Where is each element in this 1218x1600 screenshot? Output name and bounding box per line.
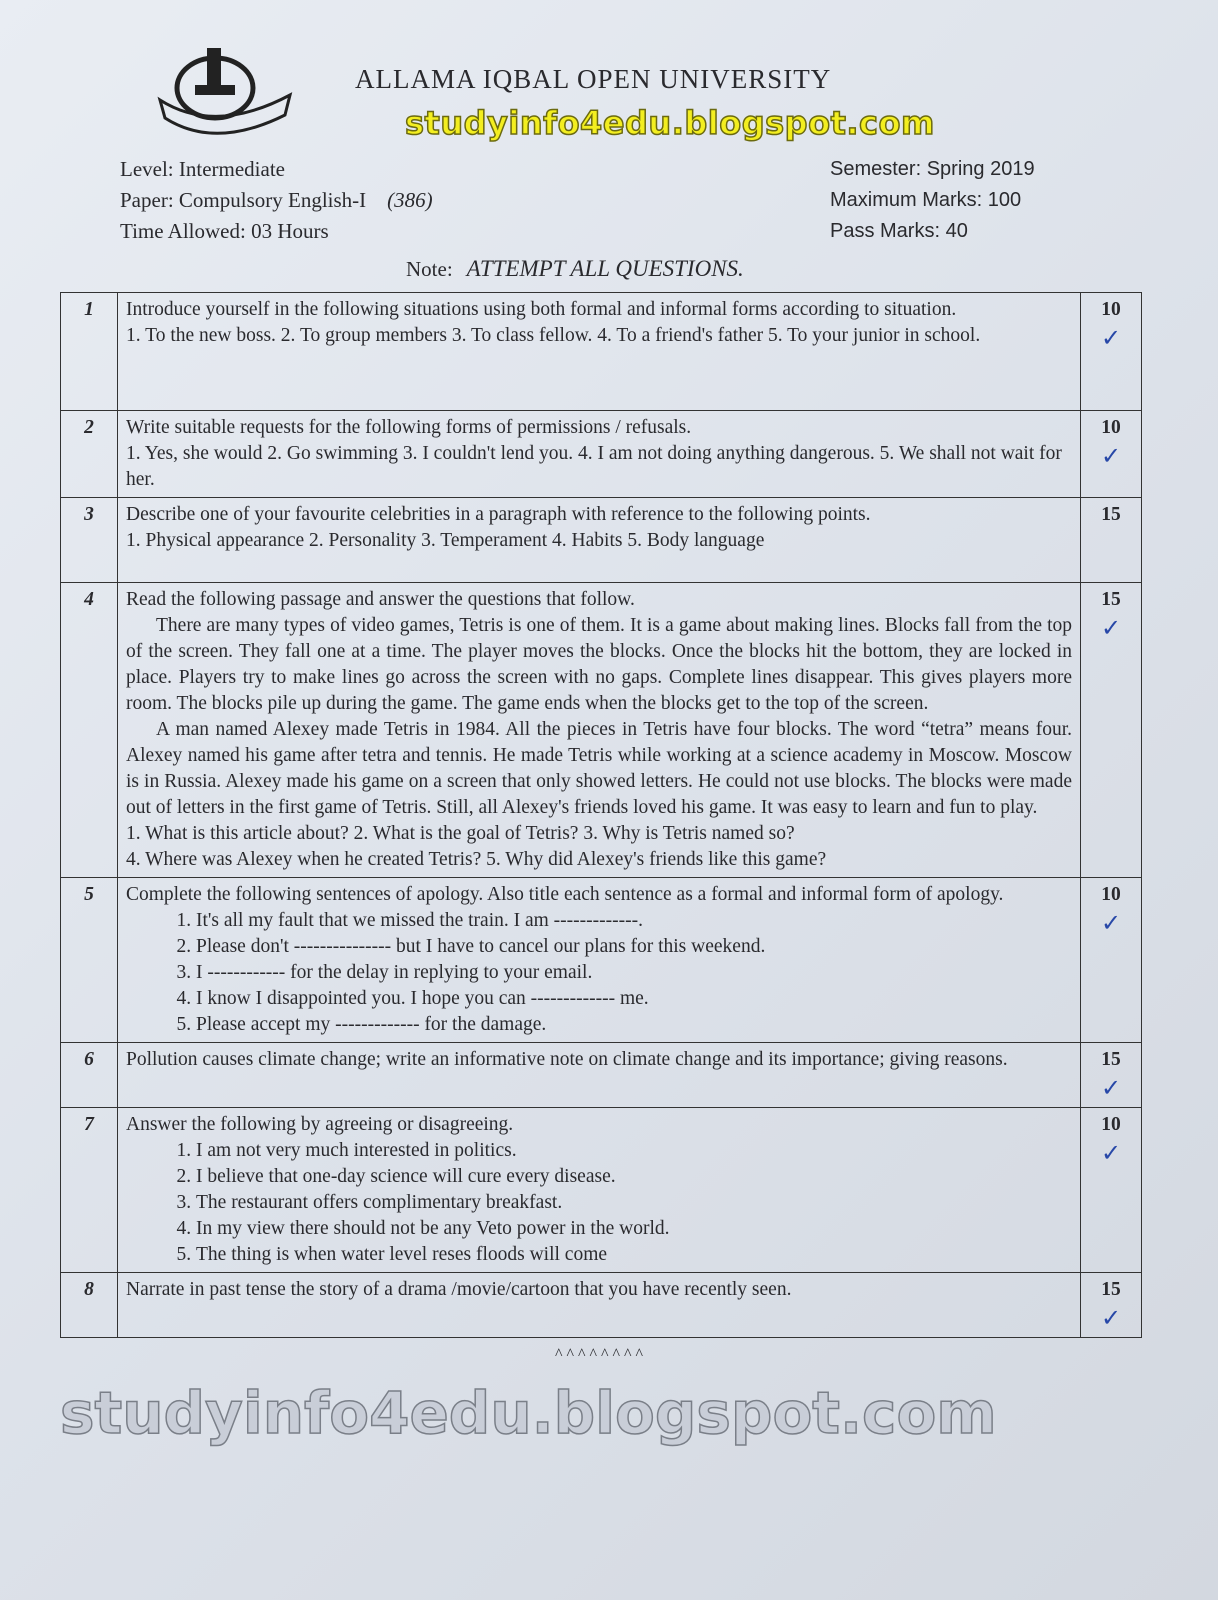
passage-paragraph: A man named Alexey made Tetris in 1984. All the pieces in Tetris have four blocks. The word “tetra” means four. Alexey named his game after tetra and tennis. He made Tetris while working at a science academy in Moscow. Moscow is in Russia. Alexey made his game on a screen that only showed letters. He could not use blocks. The blocks were made out of letters in the first game of Tetris. Still, all Alexey's friends loved his game. It was easy to learn and fun to play. xyxy=(126,719,1072,818)
question-marks: 15 xyxy=(1101,504,1121,525)
question-marks: 10 xyxy=(1101,299,1121,320)
list-item: 4. In my view there should not be any Veto power in the world. xyxy=(196,1216,1072,1242)
question-number: 1 xyxy=(61,293,118,411)
note-text: ATTEMPT ALL QUESTIONS. xyxy=(466,256,744,281)
list-item: 5. Please accept my ------------- for the damage. xyxy=(196,1012,1072,1038)
question-marks-cell xyxy=(1081,583,1142,878)
check-mark-icon: ✓ xyxy=(1100,442,1122,470)
pass-marks: Pass Marks: 40 xyxy=(830,220,968,242)
question-marks: 15 xyxy=(1101,589,1121,610)
level: Level: Intermediate xyxy=(120,157,285,181)
paper-name: Paper: Compulsory English-I xyxy=(120,188,367,212)
note-label: Note: xyxy=(406,257,453,281)
list-item: 1. It's all my fault that we missed the train. I am -------------. xyxy=(196,908,1072,934)
question-items xyxy=(126,1138,1072,1268)
university-name: ALLAMA IQBAL OPEN UNIVERSITY xyxy=(355,64,832,94)
question-text xyxy=(118,583,1081,878)
question-number: 7 xyxy=(61,1108,118,1273)
max-marks: Maximum Marks: 100 xyxy=(830,189,1022,211)
diagonal-watermark: studyinfo4edu.blogspot.com xyxy=(60,1379,997,1447)
list-item: 5. The thing is when water level reses floods will come xyxy=(196,1242,1072,1268)
question-row xyxy=(61,411,1142,498)
question-marks-cell xyxy=(1081,411,1142,498)
question-marks-cell xyxy=(1081,293,1142,411)
question-text: Pollution causes climate change; write an informative note on climate change and its importance; giving reasons. xyxy=(118,1043,1081,1108)
question-row xyxy=(61,878,1142,1043)
check-mark-icon: ✓ xyxy=(1100,324,1122,352)
question-prompt: Complete the following sentences of apology. Also title each sentence as a formal and informal form of apology. xyxy=(126,884,1004,905)
note xyxy=(406,256,744,282)
question-prompt: Answer the following by agreeing or disagreeing. xyxy=(126,1114,514,1135)
question-items: 1. Physical appearance 2. Personality 3. Temperament 4. Habits 5. Body language xyxy=(126,530,765,551)
question-marks-cell xyxy=(1081,1273,1142,1338)
question-number: 5 xyxy=(61,878,118,1043)
paper-info-left xyxy=(120,154,433,247)
list-item: 3. I ------------ for the delay in replying to your email. xyxy=(196,960,1072,986)
question-marks-cell xyxy=(1081,1108,1142,1273)
question-text: Narrate in past tense the story of a drama /movie/cartoon that you have recently seen. xyxy=(118,1273,1081,1338)
question-marks: 15 xyxy=(1101,1279,1121,1300)
question-marks: 10 xyxy=(1101,884,1121,905)
questions-table xyxy=(60,292,1142,1338)
check-mark-icon: ✓ xyxy=(1100,1074,1122,1102)
end-mark: ^^^^^^^^ xyxy=(554,1346,648,1363)
list-item: 4. I know I disappointed you. I hope you can ------------- me. xyxy=(196,986,1072,1012)
question-text xyxy=(118,878,1081,1043)
passage-paragraph: There are many types of video games, Tetris is one of them. It is a game about making lines. Blocks fall from the top of the screen. They fall one at a time. The player moves the blocks. Once the blocks hit the bottom, they are locked in place. Players try to make lines go across the screen with no gaps. Complete lines disappear. This gives players more room. The blocks pile up during the game. The game ends when the blocks get to the top of the screen. xyxy=(126,615,1072,714)
question-marks: 10 xyxy=(1101,1114,1121,1135)
question-marks-cell xyxy=(1081,498,1142,583)
question-number: 4 xyxy=(61,583,118,878)
passage-questions: 4. Where was Alexey when he created Tetris? 5. Why did Alexey's friends like this game? xyxy=(126,849,827,870)
passage-questions: 1. What is this article about? 2. What is the goal of Tetris? 3. Why is Tetris named so? xyxy=(126,823,795,844)
question-items: 1. Yes, she would 2. Go swimming 3. I couldn't lend you. 4. I am not doing anything dangerous. 5. We shall not wait for her. xyxy=(126,443,1062,490)
question-row xyxy=(61,498,1142,583)
question-number: 3 xyxy=(61,498,118,583)
paper-info-right xyxy=(830,154,1035,247)
university-logo xyxy=(155,40,295,140)
question-marks: 10 xyxy=(1101,417,1121,438)
question-number: 2 xyxy=(61,411,118,498)
check-mark-icon: ✓ xyxy=(1100,909,1122,937)
time-allowed: Time Allowed: 03 Hours xyxy=(120,219,329,243)
question-row xyxy=(61,1108,1142,1273)
question-prompt: Read the following passage and answer the questions that follow. xyxy=(126,589,635,610)
question-row xyxy=(61,1273,1142,1338)
semester: Semester: Spring 2019 xyxy=(830,158,1035,180)
question-prompt: Write suitable requests for the following forms of permissions / refusals. xyxy=(126,417,692,438)
question-prompt: Introduce yourself in the following situations using both formal and informal forms according to situation. xyxy=(126,299,957,320)
question-text xyxy=(118,1108,1081,1273)
check-mark-icon: ✓ xyxy=(1100,1304,1122,1332)
list-item: 2. I believe that one-day science will cure every disease. xyxy=(196,1164,1072,1190)
check-mark-icon: ✓ xyxy=(1100,614,1122,642)
main-content xyxy=(60,292,1142,1448)
question-marks-cell xyxy=(1081,1043,1142,1108)
question-items: 1. To the new boss. 2. To group members 3. To class fellow. 4. To a friend's father 5. To your junior in school. xyxy=(126,325,981,346)
list-item: 2. Please don't --------------- but I have to cancel our plans for this weekend. xyxy=(196,934,1072,960)
question-number: 8 xyxy=(61,1273,118,1338)
question-marks: 15 xyxy=(1101,1049,1121,1070)
question-row xyxy=(61,1043,1142,1108)
list-item: 1. I am not very much interested in politics. xyxy=(196,1138,1072,1164)
question-marks-cell xyxy=(1081,878,1142,1043)
question-row xyxy=(61,583,1142,878)
blog-watermark: studyinfo4edu.blogspot.com xyxy=(405,104,935,142)
question-text xyxy=(118,498,1081,583)
question-row xyxy=(61,293,1142,411)
question-items xyxy=(126,908,1072,1038)
question-text xyxy=(118,293,1081,411)
question-prompt: Describe one of your favourite celebrities in a paragraph with reference to the following points. xyxy=(126,504,871,525)
question-text xyxy=(118,411,1081,498)
list-item: 3. The restaurant offers complimentary breakfast. xyxy=(196,1190,1072,1216)
paper-code: (386) xyxy=(387,188,433,212)
check-mark-icon: ✓ xyxy=(1100,1139,1122,1167)
question-number: 6 xyxy=(61,1043,118,1108)
